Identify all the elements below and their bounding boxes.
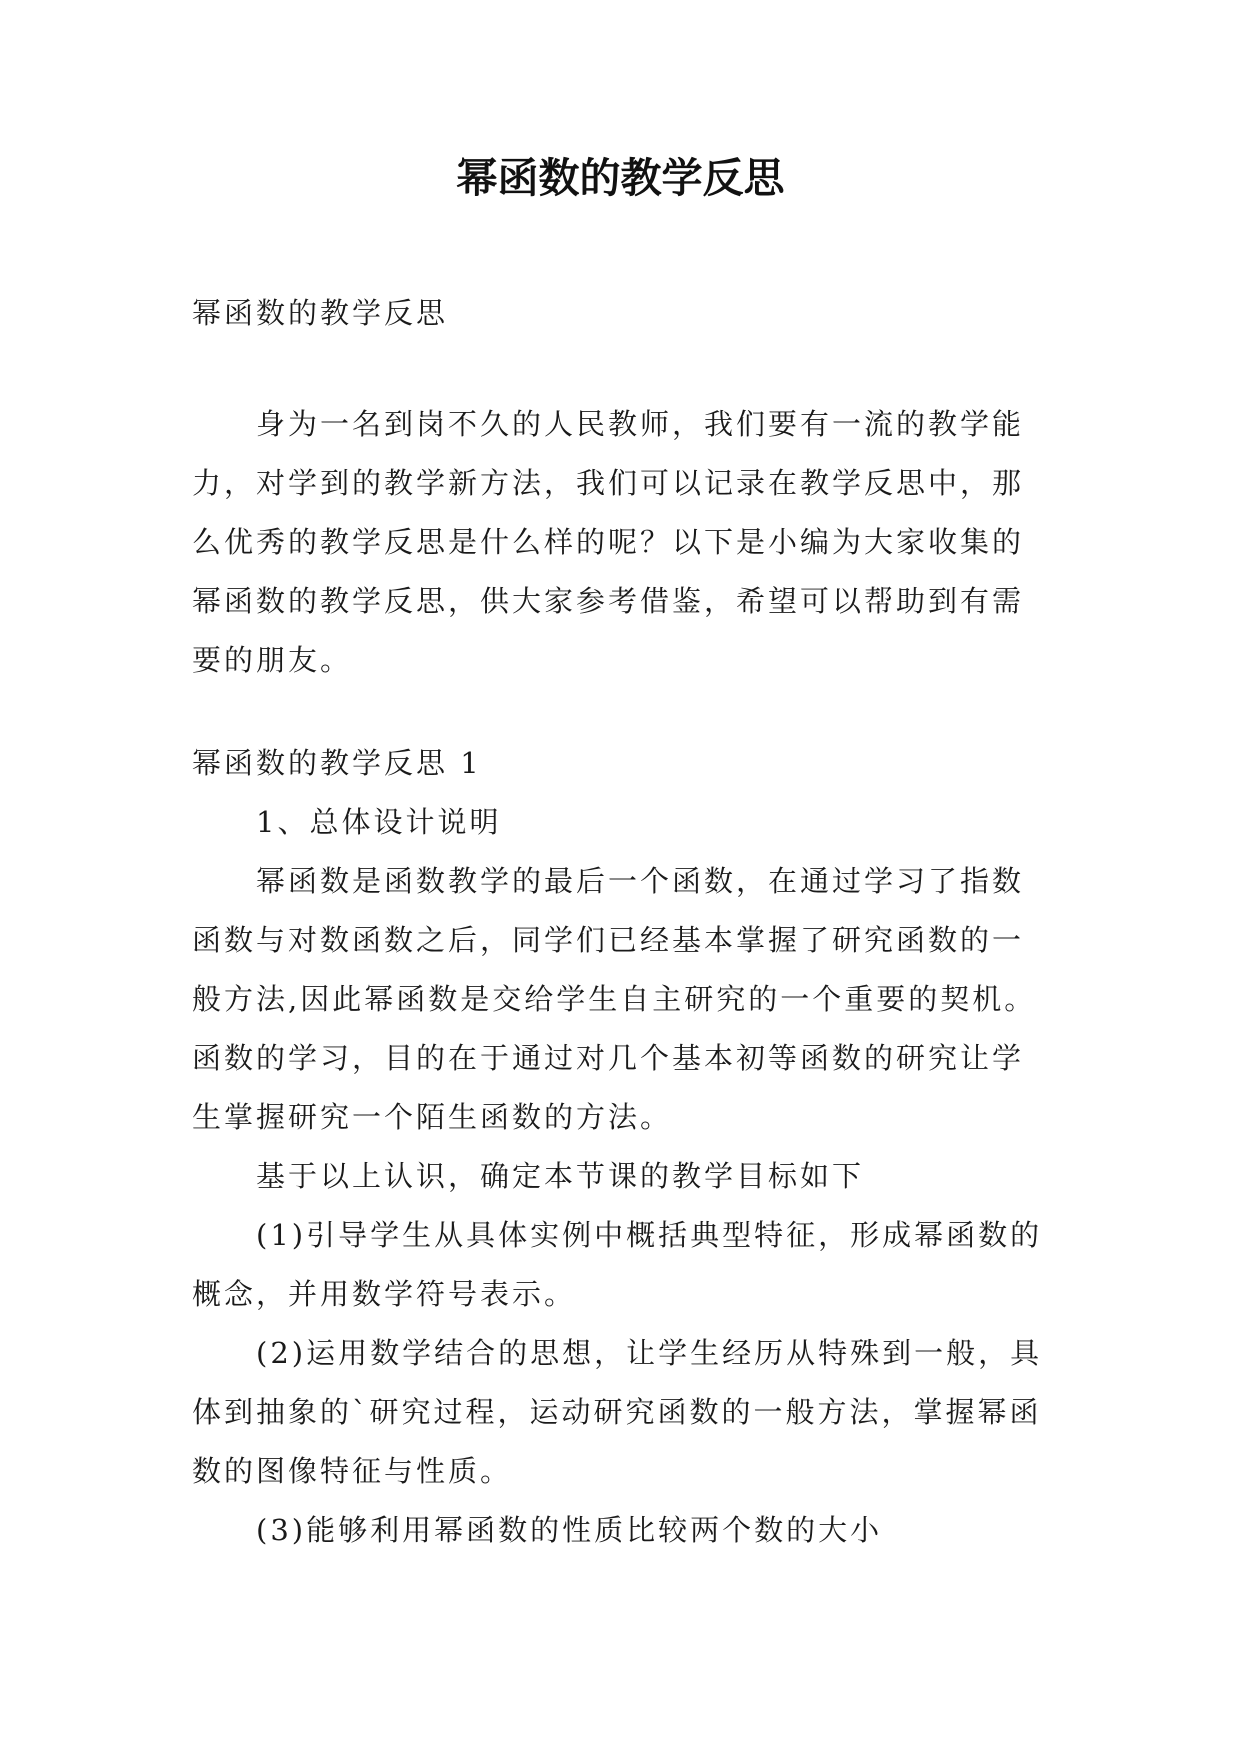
goal-item: (2)运用数学结合的思想，让学生经历从特殊到一般，具体到抽象的`研究过程，运动研究函数的一般方法，掌握幂函数的图像特征与性质。 bbox=[192, 1336, 1043, 1488]
goal-item: (3)能够利用幂函数的性质比较两个数的大小 bbox=[256, 1513, 883, 1547]
goal-item: (1)引导学生从具体实例中概括典型特征，形成幂函数的概念，并用数学符号表示。 bbox=[192, 1218, 1043, 1311]
section-item-heading: 1、总体设计说明 bbox=[256, 805, 502, 839]
section-heading: 幂函数的教学反思 1 bbox=[192, 746, 482, 780]
body-paragraph: 幂函数是函数教学的最后一个函数，在通过学习了指数函数与对数函数之后，同学们已经基本掌握了研究函数的一般方法,因此幂函数是交给学生自主研究的一个重要的契机。函数的学习，目的在于通过对几个基本初等函数的研究让学生掌握研究一个陌生函数的方法。 bbox=[192, 864, 1037, 1134]
document-subtitle: 幂函数的教学反思 bbox=[192, 296, 449, 330]
body-paragraph: 基于以上认识，确定本节课的教学目标如下 bbox=[256, 1159, 865, 1193]
spacer bbox=[192, 343, 1052, 395]
document-title: 幂函数的教学反思 bbox=[456, 154, 785, 202]
document-body bbox=[192, 284, 1052, 1560]
intro-paragraph: 身为一名到岗不久的人民教师，我们要有一流的教学能力，对学到的教学新方法，我们可以记录在教学反思中，那么优秀的教学反思是什么样的呢？以下是小编为大家收集的幂函数的教学反思，供大家参考借鉴，希望可以帮助到有需要的朋友。 bbox=[192, 407, 1025, 677]
spacer bbox=[192, 690, 1052, 734]
